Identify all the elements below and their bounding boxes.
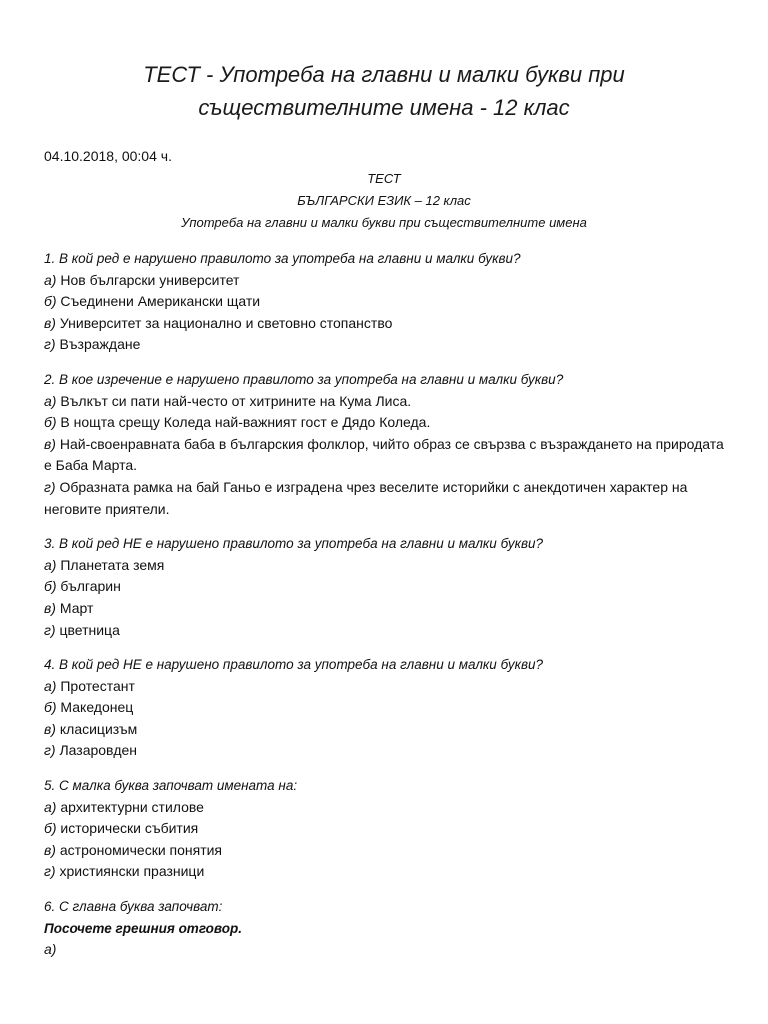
test-header-line-3: Употреба на главни и малки букви при съществителните имена	[181, 215, 587, 230]
answer-letter: а)	[44, 941, 57, 958]
questions-list	[44, 248, 724, 961]
answer-option	[44, 740, 724, 762]
question-text: 5. С малка буква започват имената на:	[44, 778, 298, 794]
title-line-1: ТЕСТ - Употреба на главни и малки букви при	[143, 62, 625, 87]
answer-text: Възраждане	[55, 336, 141, 353]
answer-letter: г)	[44, 863, 56, 880]
publish-date: 04.10.2018, 00:04 ч.	[44, 148, 172, 164]
answer-option	[44, 412, 724, 434]
answer-option	[44, 620, 724, 642]
document-title	[44, 0, 724, 124]
answer-letter: в)	[44, 435, 56, 452]
answer-letter: б)	[44, 820, 57, 837]
answer-option	[44, 861, 724, 883]
answer-option	[44, 697, 724, 719]
answer-letter: б)	[44, 699, 57, 716]
answer-text: Лазаровден	[55, 742, 138, 759]
answer-letter: в)	[44, 720, 56, 737]
question-6	[44, 896, 724, 961]
title-line-2: съществителните имена - 12 клас	[198, 95, 570, 120]
answer-text: Най-своенравната баба в българския фолклор, чийто образ се свързва с възраждането на природата е Баба Марта.	[44, 435, 724, 474]
answer-letter: а)	[44, 556, 57, 573]
question-text: 6. С главна буква започват:	[44, 899, 223, 915]
answer-letter: в)	[44, 841, 56, 858]
answer-letter: б)	[44, 414, 57, 431]
question-1	[44, 248, 724, 356]
answer-text: цветница	[55, 621, 120, 638]
test-header-line-1: ТЕСТ	[367, 171, 401, 186]
answer-option	[44, 818, 724, 840]
answer-text: българин	[56, 578, 121, 595]
answer-letter: г)	[44, 478, 56, 495]
answer-option	[44, 270, 724, 292]
answer-option	[44, 477, 724, 520]
answer-letter: б)	[44, 578, 57, 595]
answer-text: Вълкът си пати най-често от хитрините на Кума Лиса.	[56, 392, 412, 409]
test-header-line-2: БЪЛГАРСКИ ЕЗИК – 12 клас	[297, 193, 471, 208]
answer-option	[44, 719, 724, 741]
answer-letter: г)	[44, 742, 56, 759]
answer-letter: а)	[44, 271, 57, 288]
answer-option	[44, 840, 724, 862]
answer-option	[44, 391, 724, 413]
question-text: 4. В кой ред НЕ е нарушено правилото за употреба на главни и малки букви?	[44, 657, 544, 673]
answer-letter: г)	[44, 336, 56, 353]
answer-text: В нощта срещу Коледа най-важният гост е Дядо Коледа.	[56, 414, 431, 431]
answer-text: исторически събития	[56, 820, 199, 837]
answer-text: класицизъм	[55, 720, 138, 737]
answer-option	[44, 676, 724, 698]
answer-letter: а)	[44, 798, 57, 815]
answer-text: астрономически понятия	[55, 841, 223, 858]
question-text: 3. В кой ред НЕ е нарушено правилото за употреба на главни и малки букви?	[44, 536, 544, 552]
question-instruction: Посочете грешния отговор.	[44, 920, 242, 936]
answer-option	[44, 334, 724, 356]
question-2	[44, 369, 724, 520]
answer-text: Образната рамка на бай Ганьо е изградена чрез веселите историйки с анекдотичен характер на неговите приятели.	[44, 478, 688, 517]
answer-option	[44, 598, 724, 620]
answer-option	[44, 291, 724, 313]
answer-letter: в)	[44, 314, 56, 331]
question-text: 2. В кое изречение е нарушено правилото за употреба на главни и малки букви?	[44, 371, 564, 387]
answer-text: Университет за национално и световно стопанство	[55, 314, 393, 331]
answer-letter: в)	[44, 599, 56, 616]
answer-text: християнски празници	[55, 863, 205, 880]
answer-letter: а)	[44, 392, 57, 409]
answer-option	[44, 939, 724, 961]
answer-option	[44, 576, 724, 598]
answer-text: архитектурни стилове	[56, 798, 204, 815]
test-header	[44, 168, 724, 234]
answer-text: Македонец	[56, 699, 134, 716]
answer-text: Нов български университет	[56, 271, 240, 288]
answer-letter: б)	[44, 293, 57, 310]
answer-text: Март	[55, 599, 94, 616]
answer-option	[44, 555, 724, 577]
question-text: 1. В кой ред е нарушено правилото за употреба на главни и малки букви?	[44, 251, 521, 266]
answer-option	[44, 313, 724, 335]
question-3	[44, 533, 724, 641]
answer-letter: а)	[44, 677, 57, 694]
answer-letter: г)	[44, 621, 56, 638]
answer-text: Протестант	[56, 677, 135, 694]
question-4	[44, 654, 724, 762]
answer-option	[44, 434, 724, 477]
question-5	[44, 775, 724, 883]
answer-text: Съединени Американски щати	[56, 293, 261, 310]
answer-text: Планетата земя	[56, 556, 165, 573]
answer-option	[44, 797, 724, 819]
